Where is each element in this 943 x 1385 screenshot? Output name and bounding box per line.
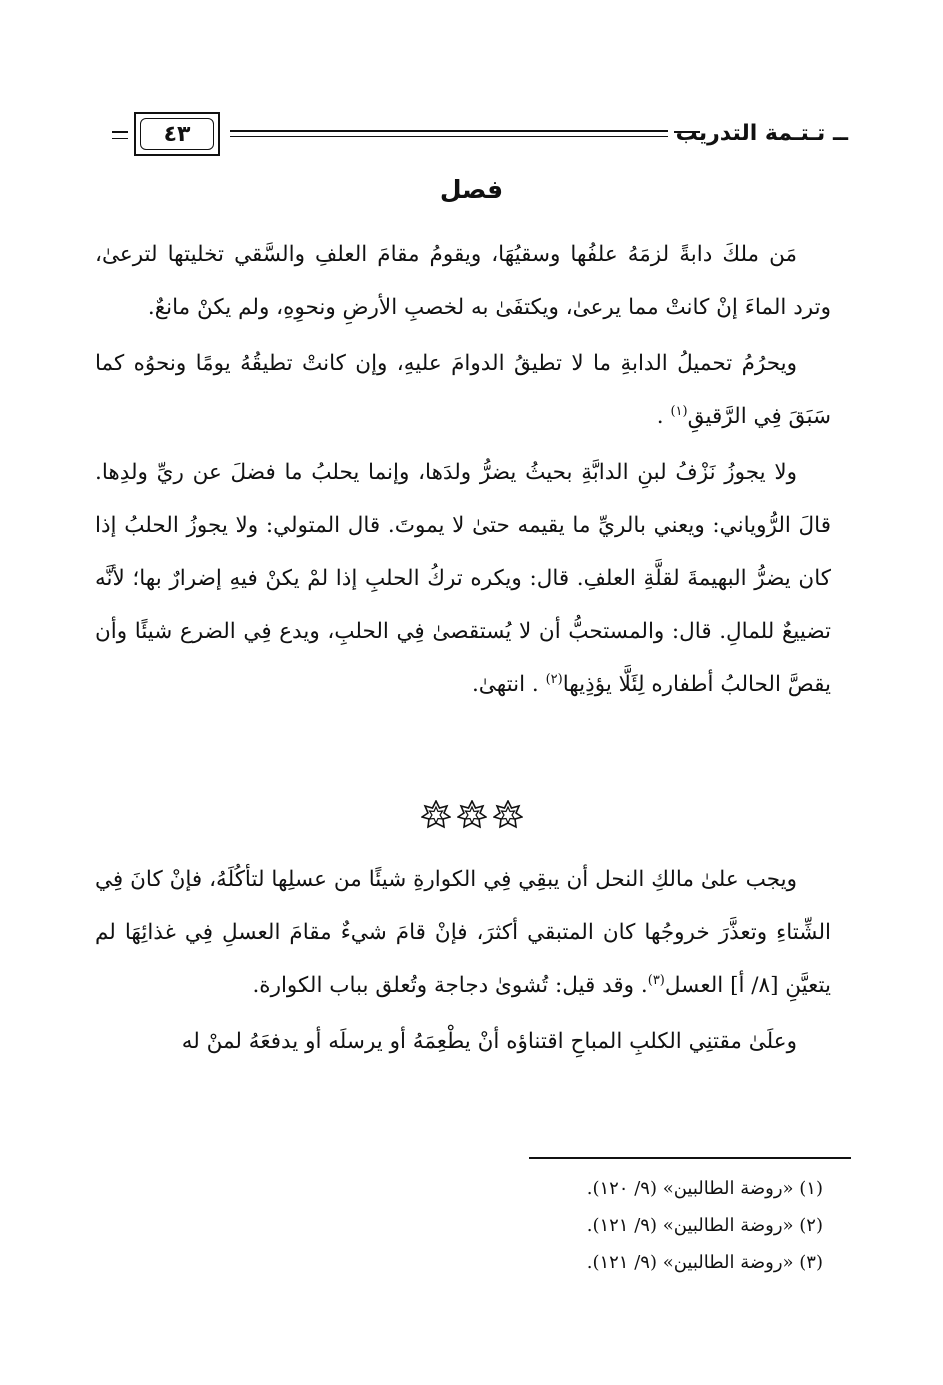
paragraph-text: مَن ملكَ دابةً لزمَهُ علفُها وسقيُهَا، ويقومُ مقامَ العلفِ والسَّقي تخليتها لترعىٰ، وترد الماءَ إنْ كانتْ مما يرعىٰ، ويكتفَىٰ به لخصبِ الأرضِ ونحوِهِ، ولم يكنْ مانعٌ. <box>95 242 831 320</box>
footnotes <box>183 1170 823 1281</box>
footnote-reference[interactable]: (١) <box>670 403 688 419</box>
page-number-frame <box>134 112 220 156</box>
paragraph-text: ويجب علىٰ مالكِ النحل أن يبقِي فِي الكوارةِ شيئًا من عسلِها لتأكُلَهُ، فإنْ كانَ فِي الشِّتاءِ وتعذَّرَ خروجُها كان المتبقي أكثرَ، فإنْ قامَ شيءٌ مقامَ العسلِ فِي غذائِهَا لم يتعيَّنِ [٨/ أ] العسل <box>95 867 831 998</box>
paragraph <box>95 337 831 443</box>
header-rule <box>230 130 668 132</box>
header-rule-end-left <box>112 131 128 139</box>
paragraph <box>95 446 831 711</box>
running-header <box>112 112 848 158</box>
header-rule-end <box>674 131 700 133</box>
body-text-block-2 <box>95 853 831 1068</box>
footnote-reference[interactable]: (٢) <box>545 671 563 687</box>
ornamental-star-icon <box>493 800 523 830</box>
footnote: (٣) «روضة الطالبين» (٩/ ١٢١). <box>586 1252 823 1273</box>
paragraph-text: وعلَىٰ مقتنِي الكلبِ المباحِ اقتناؤه أنْ يطْعِمَهُ أو يرسلَه أو يدفعَهُ لمنْ له <box>181 1029 797 1054</box>
body-text-block-1 <box>95 228 831 711</box>
paragraph <box>95 853 831 1012</box>
paragraph-tail: . وقد قيل: تُشوىٰ دجاجة وتُعلق بباب الكوارة. <box>252 973 648 998</box>
footnote-separator <box>529 1157 851 1159</box>
footnote: (٢) «روضة الطالبين» (٩/ ١٢١). <box>586 1215 823 1236</box>
paragraph-tail: . انتهىٰ. <box>471 672 546 697</box>
footnote-reference[interactable]: (٣) <box>647 972 665 988</box>
ornamental-star-icon <box>421 800 451 830</box>
paragraph <box>95 1015 831 1068</box>
paragraph-tail: . <box>656 404 671 429</box>
running-title: ــ تـتـمة التدريب <box>675 121 848 146</box>
header-rule-thin <box>230 136 668 137</box>
section-title: فصل <box>439 175 504 204</box>
paragraph-text: ويحرُمُ تحميلُ الدابةِ ما لا تطيقُ الدوامَ عليهِ، وإن كانتْ تطيقُهُ يومًا ونحوُه كما سَبَقَ فِي الرَّقيقِ <box>95 351 831 429</box>
footnote: (١) «روضة الطالبين» (٩/ ١٢٠). <box>586 1178 823 1199</box>
paragraph <box>95 228 831 334</box>
page-number: ٤٣ <box>140 118 214 150</box>
paragraph-text: ولا يجوزُ نَزْفُ لبنِ الدابَّةِ بحيثُ يضرُّ ولدَها، وإنما يحلبُ ما فضلَ عن ريِّ ولدِها. قالَ الرُّوياني: ويعني بالريِّ ما يقيمه حتىٰ لا يموتَ. قال المتولي: ولا يجوزُ الحلبُ إذا كان يضرُّ البهيمةَ لقلَّةِ العلفِ. قال: ويكره تركُ الحلبِ إذا لمْ يكنْ فيهِ إضرارٌ بها؛ لأنَّه تضييعٌ للمالِ. قال: والمستحبُّ أن لا يُستقصىٰ فِي الحلبِ، ويدع فِي الضرع شيئًا وأن يقصَّ الحالبُ أطفاره لِئَلَّا يؤذِيها <box>95 460 831 697</box>
section-separator <box>0 800 943 830</box>
ornamental-star-icon <box>457 800 487 830</box>
